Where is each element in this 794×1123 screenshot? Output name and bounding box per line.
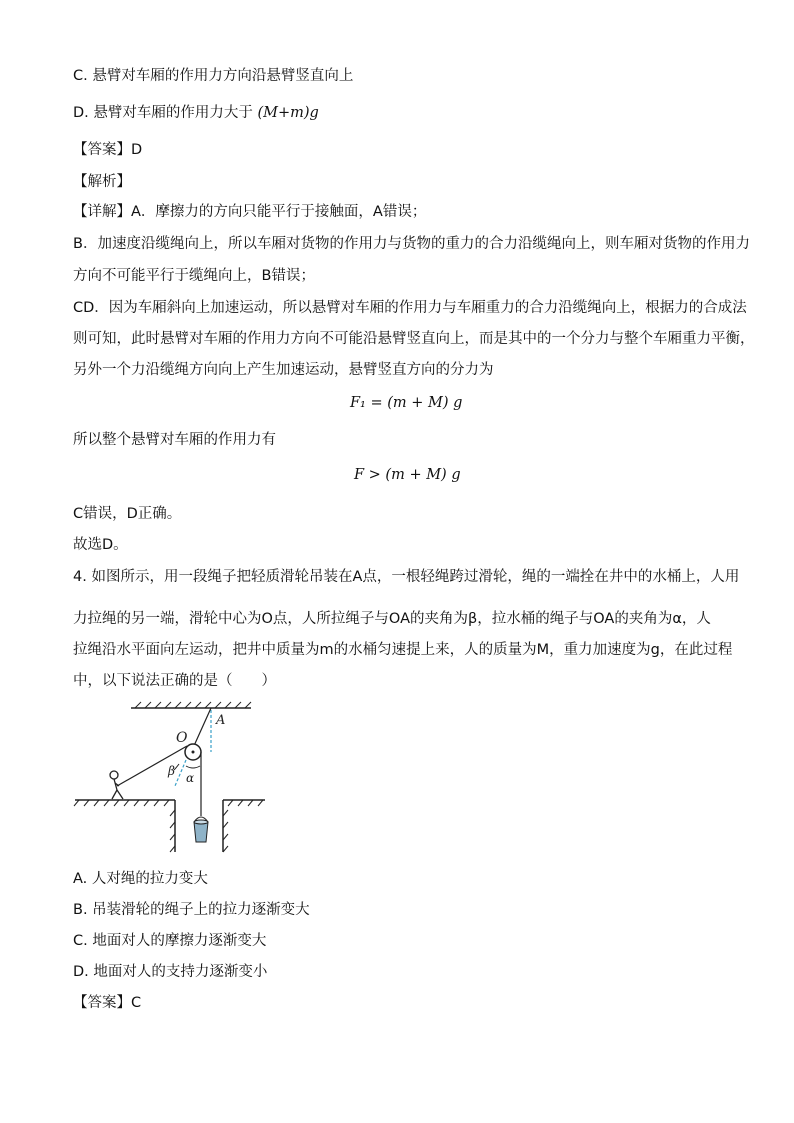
formula-1: F₁ = (m + M) g: [350, 395, 463, 411]
option-a: A. 人对绳的拉力变大: [73, 871, 208, 887]
detail-b2: 方向不可能平行于缆绳向上，B错误；: [73, 268, 315, 284]
answer-prev: 【答案】D: [73, 142, 143, 158]
option-d: D. 地面对人的支持力逐渐变小: [73, 964, 268, 980]
formula-2: F > (m + M) g: [354, 467, 461, 483]
detail-cd4: 所以整个悬臂对车厢的作用力有: [73, 432, 276, 448]
pulley-center: [192, 751, 195, 754]
bucket-icon: [194, 817, 208, 842]
answer: 【答案】C: [73, 995, 142, 1011]
line-d-prev-text: D. 悬臂对车厢的作用力大于: [73, 105, 253, 121]
question-4-line-3: 拉绳沿水平面向左运动，把井中质量为m的水桶匀速提上来，人的质量为M，重力加速度为g，在此过程: [73, 642, 733, 658]
label-alpha: α: [186, 771, 195, 785]
person-icon: [110, 771, 123, 799]
analysis-heading: 【解析】: [73, 174, 131, 190]
detail-a: 【详解】A．摩擦力的方向只能平行于接触面，A错误；: [73, 204, 427, 220]
conclusion: C错误，D正确。: [73, 506, 182, 522]
oa-dashed-lower: [175, 760, 186, 786]
line-c-prev: C. 悬臂对车厢的作用力方向沿悬臂竖直向上: [73, 68, 354, 84]
detail-cd2: 则可知，此时悬臂对车厢的作用力方向不可能沿悬臂竖直向上，而是其中的一个分力与整个车厢重力平衡，: [73, 331, 755, 347]
detail-cd1: CD．因为车厢斜向上加速运动，所以悬臂对车厢的作用力与车厢重力的合力沿缆绳向上，根据力的合成法: [73, 300, 747, 316]
line-d-prev: [73, 103, 319, 123]
option-b: B. 吊装滑轮的绳子上的拉力逐渐变大: [73, 902, 310, 918]
choose: 故选D。: [73, 537, 128, 553]
detail-cd3: 另外一个力沿缆绳方向向上产生加速运动，悬臂竖直方向的分力为: [73, 362, 494, 378]
suspension-rope: [193, 708, 211, 748]
label-beta: β: [168, 764, 175, 778]
pulley-figure: [73, 700, 273, 860]
alpha-arc: [186, 766, 200, 768]
label-o: O: [176, 730, 188, 746]
line-d-prev-math: (M+m)g: [257, 105, 319, 121]
label-a: A: [216, 713, 226, 728]
question-4-line-1: 4. 如图所示，用一段绳子把轻质滑轮吊装在A点，一根轻绳跨过滑轮，绳的一端拴在井中的水桶上，人用: [73, 569, 740, 585]
ground-hatch: [74, 800, 263, 852]
rope-to-person: [117, 746, 187, 786]
ceiling-hatch: [135, 702, 251, 708]
question-4-line-4: 中，以下说法正确的是（ ）: [73, 673, 276, 689]
detail-b1: B．加速度沿缆绳向上，所以车厢对货物的作用力与货物的重力的合力沿缆绳向上，则车厢对货物的作用力: [73, 236, 750, 252]
option-c: C. 地面对人的摩擦力逐渐变大: [73, 933, 267, 949]
question-4-line-2: 力拉绳的另一端，滑轮中心为O点，人所拉绳子与OA的夹角为β，拉水桶的绳子与OA的夹角为α，人: [73, 611, 711, 627]
